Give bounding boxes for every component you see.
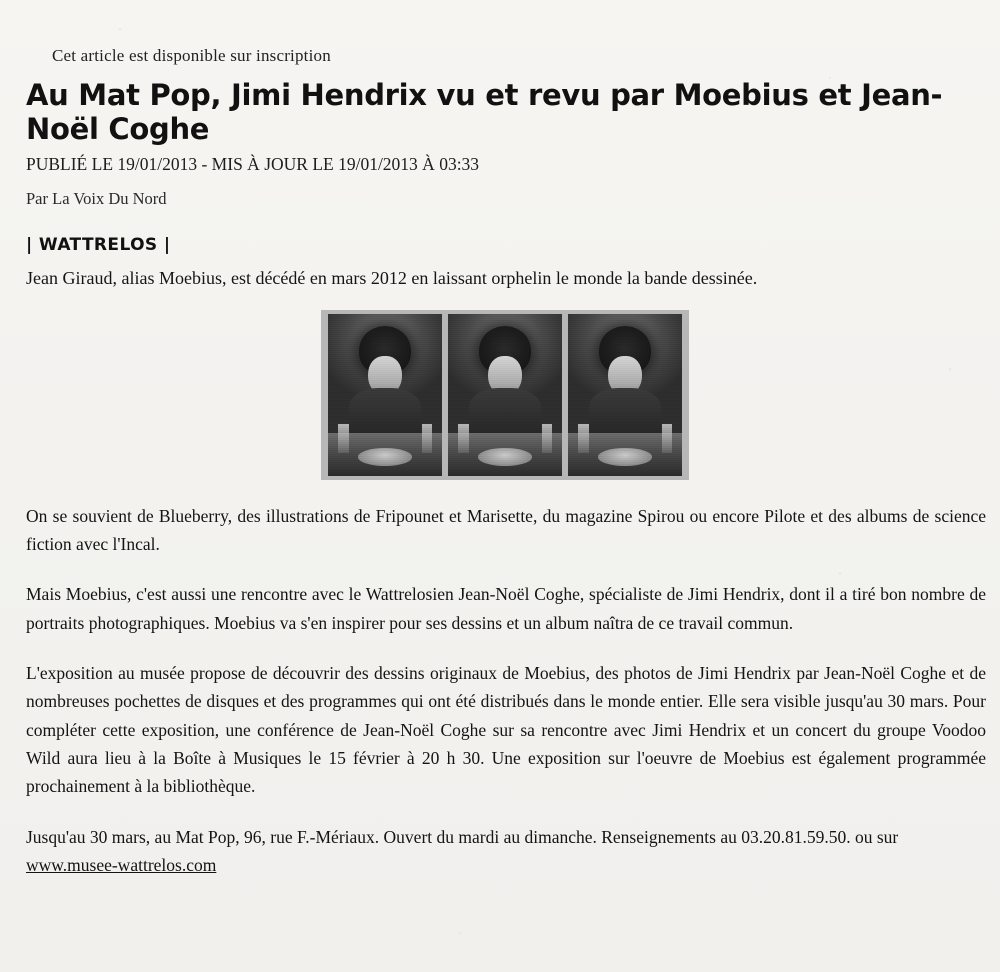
photo-panel-right xyxy=(568,314,682,476)
article-paragraph: On se souvient de Blueberry, des illustrations de Fripounet et Marisette, du magazine Spirou ou encore Pilote et des albums de science fiction avec l'Incal. xyxy=(26,505,986,554)
museum-website-link[interactable]: www.musee-wattrelos.com xyxy=(26,854,217,875)
article-byline: Par La Voix Du Nord xyxy=(26,189,167,209)
article-lede: Jean Giraud, alias Moebius, est décédé en mars 2012 en laissant orphelin le monde la bande dessinée. xyxy=(26,268,758,289)
article-paragraph: L'exposition au musée propose de découvrir des dessins originaux de Moebius, des photos de Jimi Hendrix par Jean-Noël Coghe et de nombreuses pochettes de disques et des programmes qui ont été distribués dans le monde entier. Elle sera visible jusqu'au 30 mars. Pour compléter cette exposition, une conférence de Jean-Noël Coghe sur sa rencontre avec Jimi Hendrix et un concert du groupe Voodoo Wild aura lieu à la Boîte à Musiques le 15 février à 20 h 30. Une exposition sur l'oeuvre de Moebius est également programmée prochainement à la bibliothèque. xyxy=(26,662,986,797)
practical-info-text: Jusqu'au 30 mars, au Mat Pop, 96, rue F.-Mériaux. Ouvert du mardi au dimanche. Renseignements au 03.20.81.59.50. ou sur xyxy=(26,826,899,847)
practical-info xyxy=(26,823,986,880)
page-title: Au Mat Pop, Jimi Hendrix vu et revu par Moebius et Jean-Noël Coghe xyxy=(26,78,943,147)
article-photo-triptych xyxy=(321,310,689,480)
article-kicker: Cet article est disponible sur inscription xyxy=(52,46,331,65)
photo-panel-left xyxy=(328,314,442,476)
section-tag: | WATTRELOS | xyxy=(26,235,171,256)
publication-dateline: PUBLIÉ LE 19/01/2013 - MIS À JOUR LE 19/01/2013 À 03:33 xyxy=(26,154,480,175)
article-paragraph: Mais Moebius, c'est aussi une rencontre avec le Wattrelosien Jean-Noël Coghe, spécialiste de Jimi Hendrix, dont il a tiré bon nombre de portraits photographiques. Moebius va s'en inspirer pour ses dessins et un album naîtra de ce travail commun. xyxy=(26,584,986,633)
photo-panel-center xyxy=(448,314,562,476)
